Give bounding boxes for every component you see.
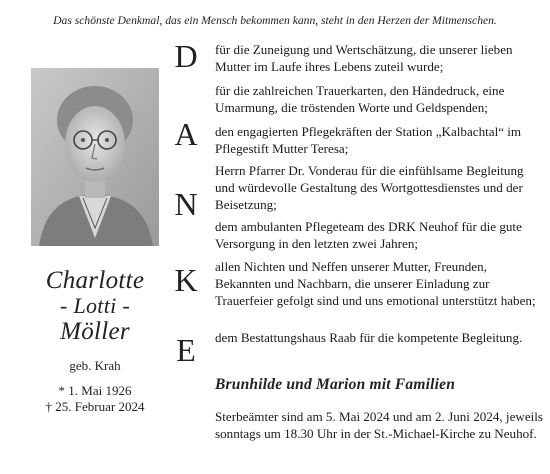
- thanks-entry: allen Nichten und Neffen unserer Mutter, Freunden, Bekannten und Nachbarn, die unserer Einladung zur Trauerfeier gefolgt sind und uns emotional unterstützt haben;: [215, 259, 536, 308]
- birth-name: geb. Krah: [69, 358, 121, 373]
- signoff: Brunhilde und Marion mit Familien: [215, 376, 456, 393]
- thanks-entry: dem ambulanten Pflegeteam des DRK Neuhof für die gute Versorgung in den letzten zwei Jahren;: [215, 219, 522, 251]
- deceased-nickname: - Lotti -: [60, 293, 130, 318]
- initial-letter: A: [174, 116, 198, 152]
- initial-letter: N: [174, 186, 198, 222]
- initial-letter: D: [174, 38, 198, 74]
- deceased-last-name: Möller: [60, 318, 130, 345]
- initial-letter: E: [176, 332, 196, 368]
- thanks-entry: für die zahlreichen Trauerkarten, den Händedruck, eine Umarmung, die tröstenden Worte und Geldspenden;: [215, 83, 505, 115]
- birth-date: * 1. Mai 1926: [58, 383, 132, 398]
- thanks-entry: für die Zuneigung und Wertschätzung, die unserer lieben Mutter im Laufe ihres Lebens zuteil wurde;: [215, 42, 513, 74]
- thanks-entry: den engagierten Pflegekräften der Station „Kalbachtal“ im Pflegestift Mutter Teresa;: [215, 124, 522, 156]
- deceased-first-name: Charlotte: [45, 267, 145, 294]
- death-date: † 25. Februar 2024: [45, 399, 145, 414]
- thanks-entry: Herrn Pfarrer Dr. Vonderau für die einfühlsame Begleitung und würdevolle Gestaltung des Wortgottesdienstes und der Beisetzung;: [215, 163, 524, 212]
- initial-letter: K: [174, 262, 198, 298]
- thanks-entry: dem Bestattungshaus Raab für die kompetente Begleitung.: [215, 330, 523, 345]
- motto: Das schönste Denkmal, das ein Mensch bekommen kann, steht in den Herzen der Mitmenschen.: [53, 14, 497, 27]
- portrait-photo: [31, 68, 159, 246]
- service-note: Sterbeämter sind am 5. Mai 2024 und am 2. Juni 2024, jeweils sonntags um 18.30 Uhr in der St.-Michael-Kirche zu Neuhof.: [215, 409, 544, 441]
